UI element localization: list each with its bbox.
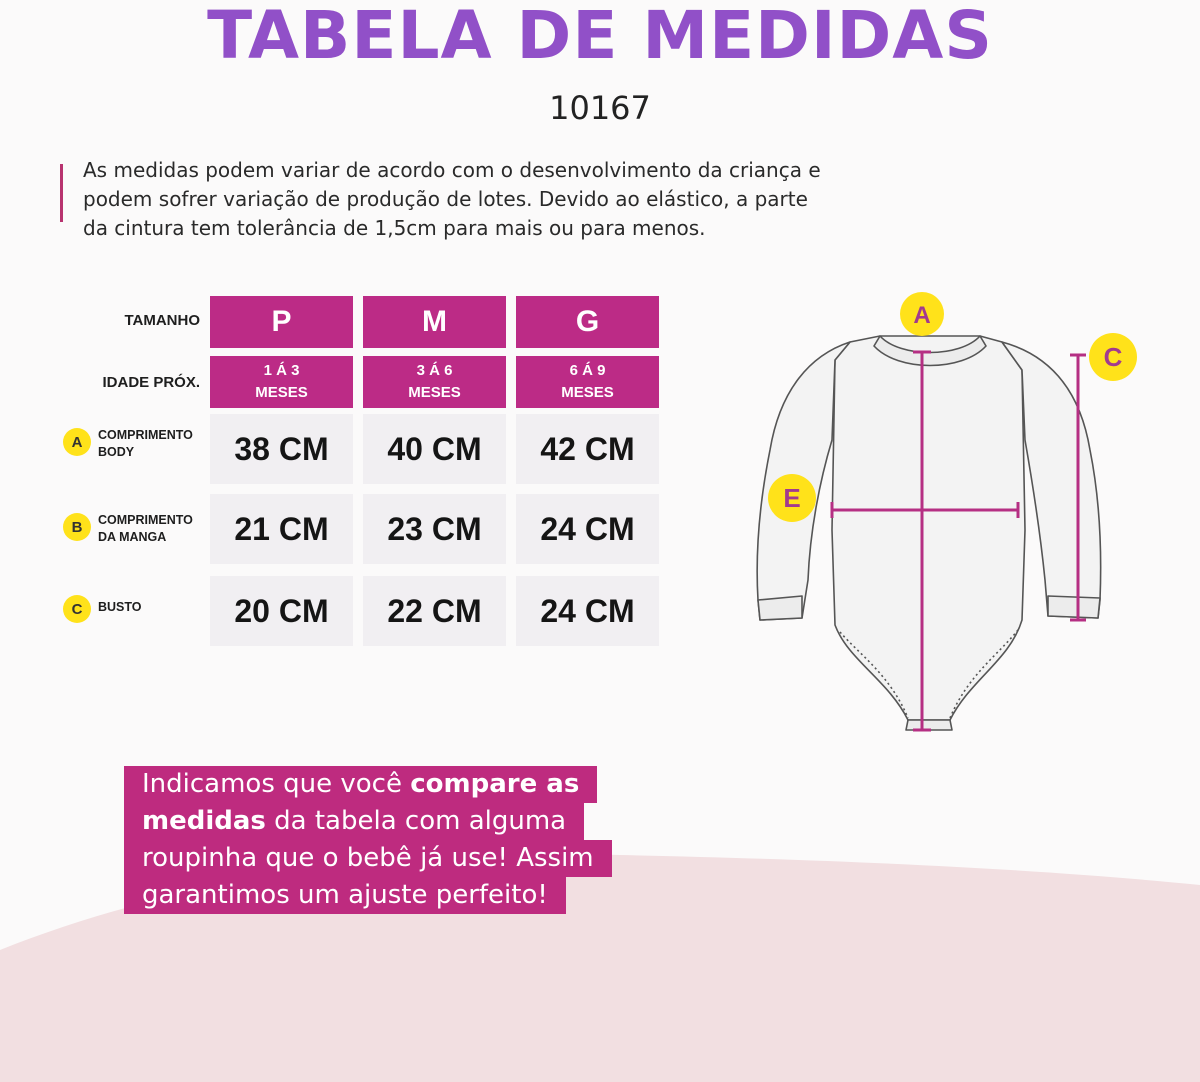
value-b-g: 24 CM: [516, 494, 659, 564]
value-a-m: 40 CM: [363, 414, 506, 484]
size-header-g: G: [516, 296, 659, 348]
age-unit: MESES: [255, 384, 308, 401]
age-range: 1 Á 3: [263, 362, 300, 379]
age-cell-g: [516, 356, 659, 408]
badge-b-icon: B: [63, 513, 91, 541]
bodysuit-diagram: [740, 280, 1140, 750]
value-a-p: 38 CM: [210, 414, 353, 484]
age-range: 3 Á 6: [416, 362, 453, 379]
age-cell-m: [363, 356, 506, 408]
value-c-g: 24 CM: [516, 576, 659, 646]
value-b-p: 21 CM: [210, 494, 353, 564]
row-label-line: COMPRIMENTO: [98, 513, 193, 527]
size-header-m: M: [363, 296, 506, 348]
bodysuit-body: [832, 336, 1025, 720]
value-a-g: 42 CM: [516, 414, 659, 484]
value-c-p: 20 CM: [210, 576, 353, 646]
size-header-p: P: [210, 296, 353, 348]
tip-callout: [124, 766, 612, 914]
age-cell-p: [210, 356, 353, 408]
product-code: 10167: [549, 89, 651, 127]
size-row-label: TAMANHO: [124, 312, 200, 329]
callout-text: Indicamos que você: [142, 769, 411, 799]
measurement-note: As medidas podem variar de acordo com o desenvolvimento da criança e podem sofrer variação de produção de lotes. Devido ao elástico, a parte da cintura tem tolerância de 1,5cm para mais ou para menos.: [83, 158, 821, 240]
callout-bold-text: medidas: [142, 806, 266, 836]
badge-c-icon: C: [63, 595, 91, 623]
age-range: 6 Á 9: [569, 362, 606, 379]
left-cuff: [758, 596, 802, 620]
row-label-body-length: [98, 427, 208, 461]
badge-a-icon: A: [63, 428, 91, 456]
callout-text: da tabela com alguma: [265, 806, 567, 836]
row-label-bust: BUSTO: [98, 600, 142, 614]
row-label-line: DA MANGA: [98, 530, 167, 544]
value-b-m: 23 CM: [363, 494, 506, 564]
row-label-line: COMPRIMENTO: [98, 428, 193, 442]
callout-bold-text: compare as: [410, 769, 580, 799]
marker-a-label: A: [913, 302, 931, 329]
age-unit: MESES: [561, 384, 614, 401]
age-unit: MESES: [408, 384, 461, 401]
marker-c-label: C: [1103, 342, 1123, 372]
callout-text: garantimos um ajuste perfeito!: [124, 877, 566, 914]
value-c-m: 22 CM: [363, 576, 506, 646]
age-row-label: IDADE PRÓX.: [102, 374, 200, 391]
note-accent-bar: [60, 164, 63, 222]
page-title: TABELA DE MEDIDAS: [207, 0, 993, 74]
right-cuff: [1048, 596, 1100, 618]
callout-text: roupinha que o bebê já use! Assim: [124, 840, 612, 877]
row-label-sleeve-length: [98, 512, 208, 546]
marker-e-label: E: [783, 483, 801, 513]
row-label-line: BODY: [98, 445, 135, 459]
